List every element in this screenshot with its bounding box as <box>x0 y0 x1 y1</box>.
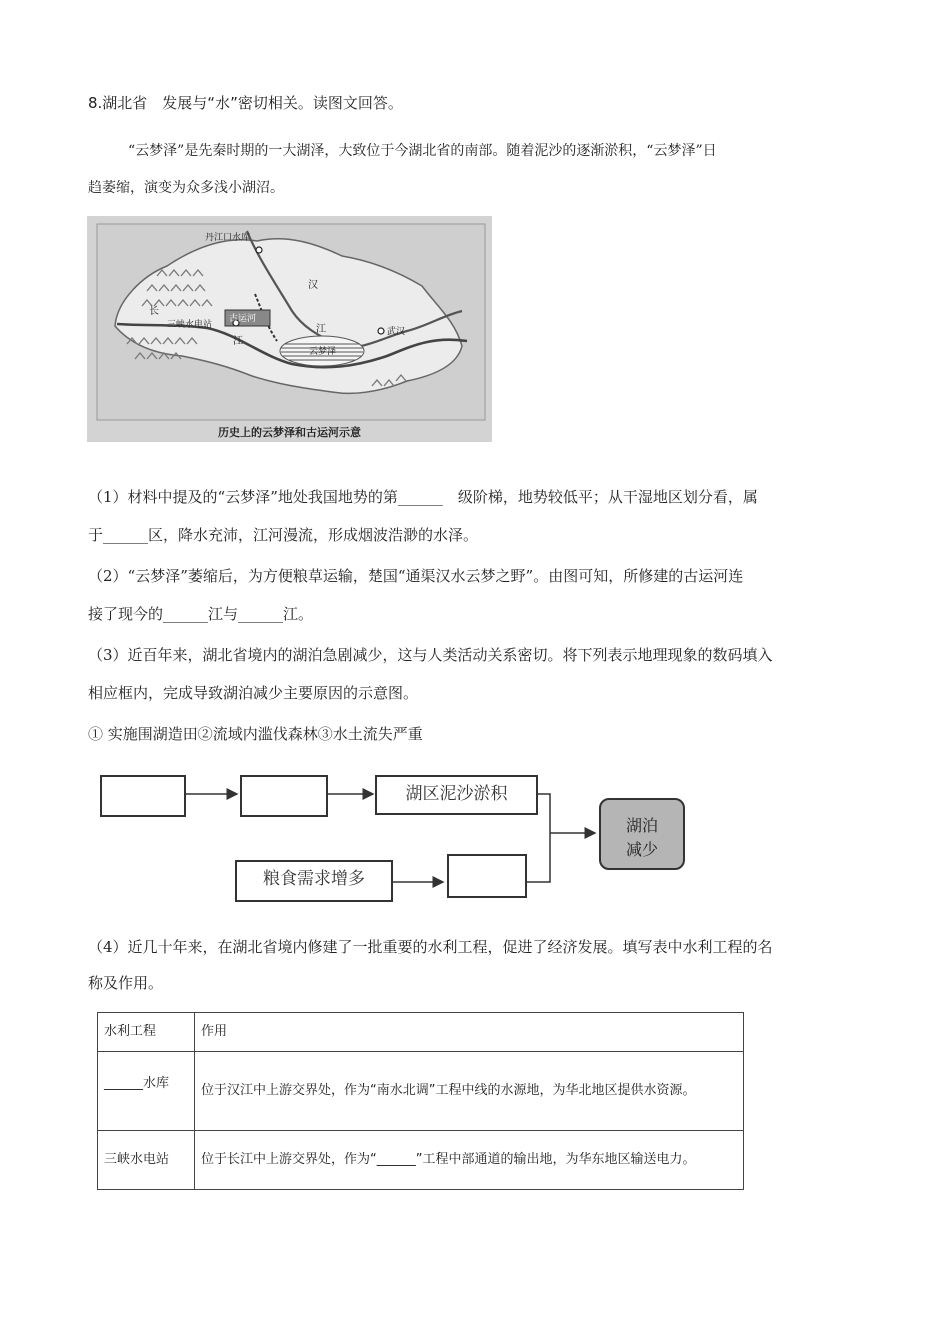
q2-line-1: （2）“云梦泽”萎缩后，为方便粮草运输，楚国“通渠汉水云梦之野”。由图可知，所修建的古运河连 <box>88 567 744 585</box>
label-danjiangkou: 丹江口水库 <box>205 233 251 243</box>
blank-box-2[interactable] <box>240 775 328 817</box>
header-project: 水利工程 <box>98 1013 195 1052</box>
q3-options: ① 实施围湖造田②流域内滥伐森林③水土流失严重 <box>88 725 423 743</box>
question-title: 8.湖北省 发展与“水”密切相关。读图文回答。 <box>88 94 403 112</box>
cell-project-role[interactable]: 位于长江中上游交界处，作为“______”工程中部通道的输出地，为华东地区输送电力。 <box>195 1131 744 1190</box>
q2-line-2: 接了现今的______江与______江。 <box>88 605 314 623</box>
q4-line-2: 称及作用。 <box>88 974 164 992</box>
intro-line-2: 趋萎缩，演变为众多浅小湖沼。 <box>88 180 284 196</box>
q4-line-1: （4）近几十年来，在湖北省境内修建了一批重要的水利工程，促进了经济发展。填写表中水利工程的名 <box>88 938 773 956</box>
q3-line-2: 相应框内，完成导致湖泊减少主要原因的示意图。 <box>88 684 419 702</box>
label-jiang-chang: 江 <box>233 336 243 347</box>
label-yunmengze: 云梦泽 <box>309 347 337 357</box>
label-wuhan: 武汉 <box>387 327 406 337</box>
q3-line-1: （3）近百年来，湖北省境内的湖泊急剧减少，这与人类活动关系密切。将下列表示地理现象的数码填入 <box>88 646 773 664</box>
box-lake-decrease <box>599 798 685 870</box>
wuhan-point <box>378 328 384 334</box>
intro-line-1: “云梦泽”是先秦时期的一大湖泽，大致位于今湖北省的南部。随着泥沙的逐渐淤积，“云梦泽”日 <box>128 143 717 159</box>
map-caption: 历史上的云梦泽和古运河示意 <box>218 426 361 439</box>
label-chang: 长 <box>149 306 159 317</box>
box-siltation: 湖区泥沙淤积 <box>375 775 538 815</box>
label-canal: 古运河 <box>229 314 257 324</box>
cell-project-name: 三峡水电站 <box>98 1131 195 1190</box>
table-row <box>98 1052 744 1131</box>
q1-line-2: 于______区，降水充沛，江河漫流，形成烟波浩渺的水泽。 <box>88 526 479 544</box>
header-role: 作用 <box>195 1013 744 1052</box>
yunmengze-map <box>87 216 492 442</box>
map-drawing <box>87 216 492 442</box>
cell-project-role: 位于汉江中上游交界处，作为“南水北调”工程中线的水源地，为华北地区提供水资源。 <box>195 1052 744 1131</box>
label-jiang-han: 江 <box>316 324 326 335</box>
label-han: 汉 <box>308 280 318 291</box>
table-row <box>98 1131 744 1190</box>
cell-project-name[interactable]: ______水库 <box>98 1052 195 1131</box>
q1-line-1: （1）材料中提及的“云梦泽”地处我国地势的第______ 级阶梯，地势较低平；从干湿地区划分看，属 <box>88 488 758 506</box>
blank-box-1[interactable] <box>100 775 186 817</box>
flow-diagram <box>95 760 715 910</box>
blank-box-3[interactable] <box>447 854 527 898</box>
water-projects-table <box>97 1012 744 1190</box>
table-header-row <box>98 1013 744 1052</box>
lake-line-2: 减少 <box>625 840 658 859</box>
lake-line-1: 湖泊 <box>625 816 658 835</box>
box-food-demand: 粮食需求增多 <box>235 860 393 902</box>
danjiangkou-point <box>256 247 262 253</box>
label-sanxia: 三峡水电站 <box>167 320 213 330</box>
